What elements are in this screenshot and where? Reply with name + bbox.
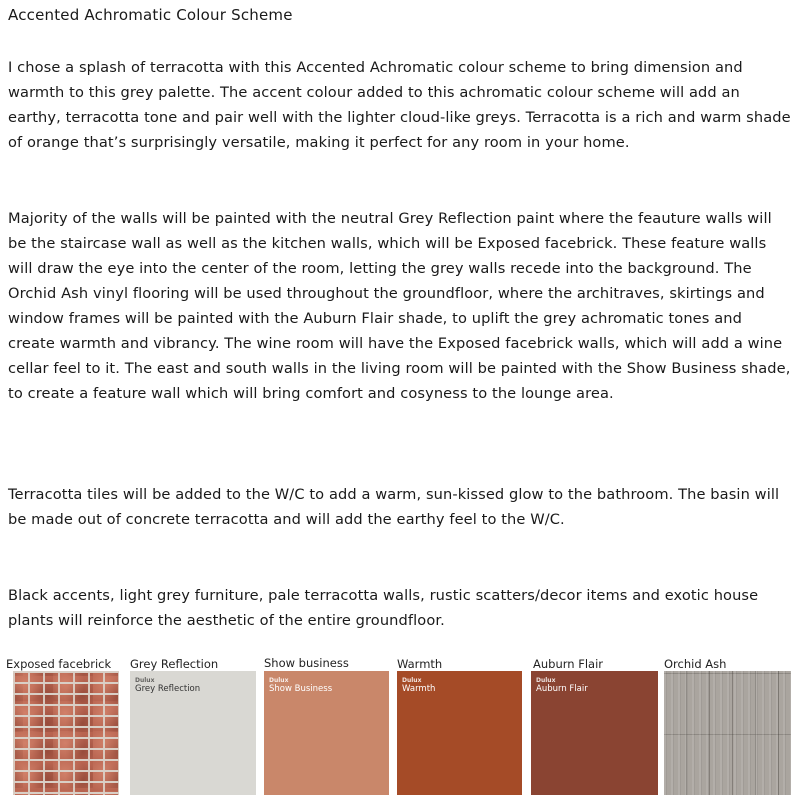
- paint-chip-show-business: [264, 671, 389, 795]
- paragraph-wc: Terracotta tiles will be added to the W/C to add a warm, sun-kissed glow to the bathroom. The basin will be made out of concrete terracotta and will add the earthy feel to the W/C.: [8, 486, 780, 528]
- swatch-label-show-business: Show business: [264, 656, 349, 670]
- chip-name: Grey Reflection: [135, 684, 201, 694]
- chip-brand: Dulux: [269, 677, 289, 684]
- swatch-label-orchid-ash: Orchid Ash: [664, 657, 727, 671]
- swatch-label-auburn-flair: Auburn Flair: [533, 657, 603, 671]
- paragraph-walls: Majority of the walls will be painted with the neutral Grey Reflection paint where the feauture walls will be the staircase wall as well as the kitchen walls, which will be Exposed facebrick. These feature walls will draw the eye into the center of the room, letting the grey walls recede into the background. The Orchid Ash vinyl flooring will be used throughout the groundfloor, where the architraves, skirtings and window frames will be painted with the Auburn Flair shade, to uplift the grey achromatic tones and create warmth and vibrancy. The wine room will have the Exposed facebrick walls, which will add a wine cellar feel to it. The east and south walls in the living room will be painted with the Show Business shade, to create a feature wall which will bring comfort and cosyness to the lounge area.: [8, 210, 791, 402]
- swatch-label-warmth: Warmth: [397, 657, 443, 671]
- chip-brand: Dulux: [536, 677, 556, 684]
- paragraph-accents: Black accents, light grey furniture, pale terracotta walls, rustic scatters/decor items and exotic house plants will reinforce the aesthetic of the entire groundfloor.: [8, 587, 759, 629]
- page-title: Accented Achromatic Colour Scheme: [8, 6, 293, 24]
- swatch-label-grey-reflection: Grey Reflection: [130, 657, 219, 671]
- chip-name: Show Business: [269, 684, 333, 694]
- chip-brand: Dulux: [402, 677, 422, 684]
- paint-chip-grey-reflection: [130, 671, 256, 795]
- paragraph-intro: I chose a splash of terracotta with this Accented Achromatic colour scheme to bring dimension and warmth to this grey palette. The accent colour added to this achromatic colour scheme will add an earthy, terracotta tone and pair well with the lighter cloud-like greys. Terracotta is a rich and warm shade of orange that’s surprisingly versatile, making it perfect for any room in your home.: [8, 59, 791, 151]
- chip-name: Warmth: [402, 684, 436, 694]
- chip-brand: Dulux: [135, 677, 155, 684]
- swatch-label-exposed-facebrick: Exposed facebrick: [6, 657, 112, 671]
- wood-texture-swatch: [664, 671, 791, 795]
- brick-texture-swatch: [13, 671, 119, 795]
- chip-name: Auburn Flair: [536, 684, 588, 694]
- paint-chip-auburn-flair: [531, 671, 658, 795]
- paint-chip-warmth: [397, 671, 522, 795]
